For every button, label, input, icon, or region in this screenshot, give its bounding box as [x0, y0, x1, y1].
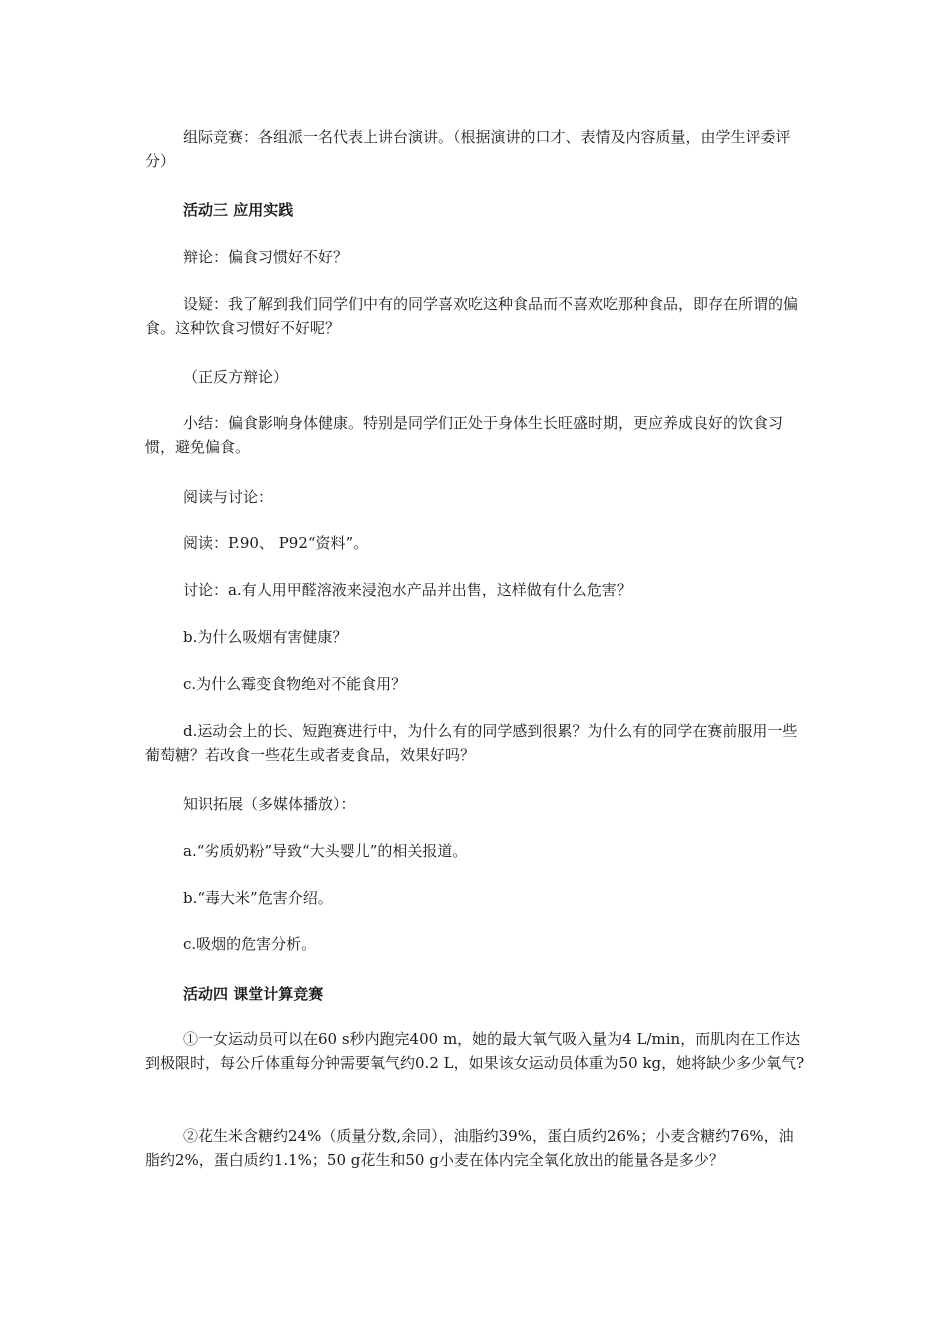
paragraph-reading-discussion: 阅读与讨论： [183, 488, 274, 506]
paragraph-reading: 阅读：P.90、 P92“资料”。 [183, 534, 369, 552]
paragraph-question-setup: 设疑：我了解到我们同学们中有的同学喜欢吃这种食品而不喜欢吃那种食品，即存在所谓的偏食。这种饮食习惯好不好呢？ [145, 295, 799, 337]
paragraph-debate-topic: 辩论：偏食习惯好不好？ [183, 248, 349, 266]
heading-activity-three: 活动三 应用实践 [183, 201, 294, 219]
paragraph-knowledge-extension: 知识拓展（多媒体播放）： [183, 795, 356, 813]
paragraph-group-competition: 组际竞赛：各组派一名代表上讲台演讲。（根据演讲的口才、表情及内容质量，由学生评委评分） [145, 128, 791, 170]
paragraph-discussion-b: b.为什么吸烟有害健康？ [183, 628, 348, 646]
paragraph-summary: 小结：偏食影响身体健康。特别是同学们正处于身体生长旺盛时期，更应养成良好的饮食习惯，避免偏食。 [145, 414, 784, 456]
paragraph-extension-a: a.“劣质奶粉”导致“大头婴儿”的相关报道。 [183, 842, 468, 860]
paragraph-discussion-d: d.运动会上的长、短跑赛进行中，为什么有的同学感到很累？为什么有的同学在赛前服用一些葡萄糖？若改食一些花生或者麦食品，效果好吗？ [145, 722, 798, 764]
heading-activity-four: 活动四 课堂计算竞赛 [183, 985, 324, 1003]
paragraph-extension-b: b.“毒大米”危害介绍。 [183, 889, 333, 907]
paragraph-discussion-a: 讨论：a.有人用甲醛溶液来浸泡水产品并出售，这样做有什么危害？ [183, 581, 632, 599]
paragraph-debate-note: （正反方辩论） [183, 368, 289, 386]
paragraph-extension-c: c.吸烟的危害分析。 [183, 935, 317, 953]
paragraph-discussion-c: c.为什么霉变食物绝对不能食用？ [183, 675, 407, 693]
paragraph-problem-one: ①一女运动员可以在60 s秒内跑完400 m，她的最大氧气吸入量为4 L/min，而肌肉在工作达到极限时，每公斤体重每分钟需要氧气约0.2 L，如果该女运动员体重为50 kg，她将缺少多少氧气? [145, 1030, 805, 1072]
paragraph-problem-two: ②花生米含糖约24%（质量分数,余同），油脂约39%，蛋白质约26%；小麦含糖约76%，油脂约2%，蛋白质约1.1%；50 g花生和50 g小麦在体内完全氧化放出的能量各是多少？ [145, 1127, 794, 1169]
